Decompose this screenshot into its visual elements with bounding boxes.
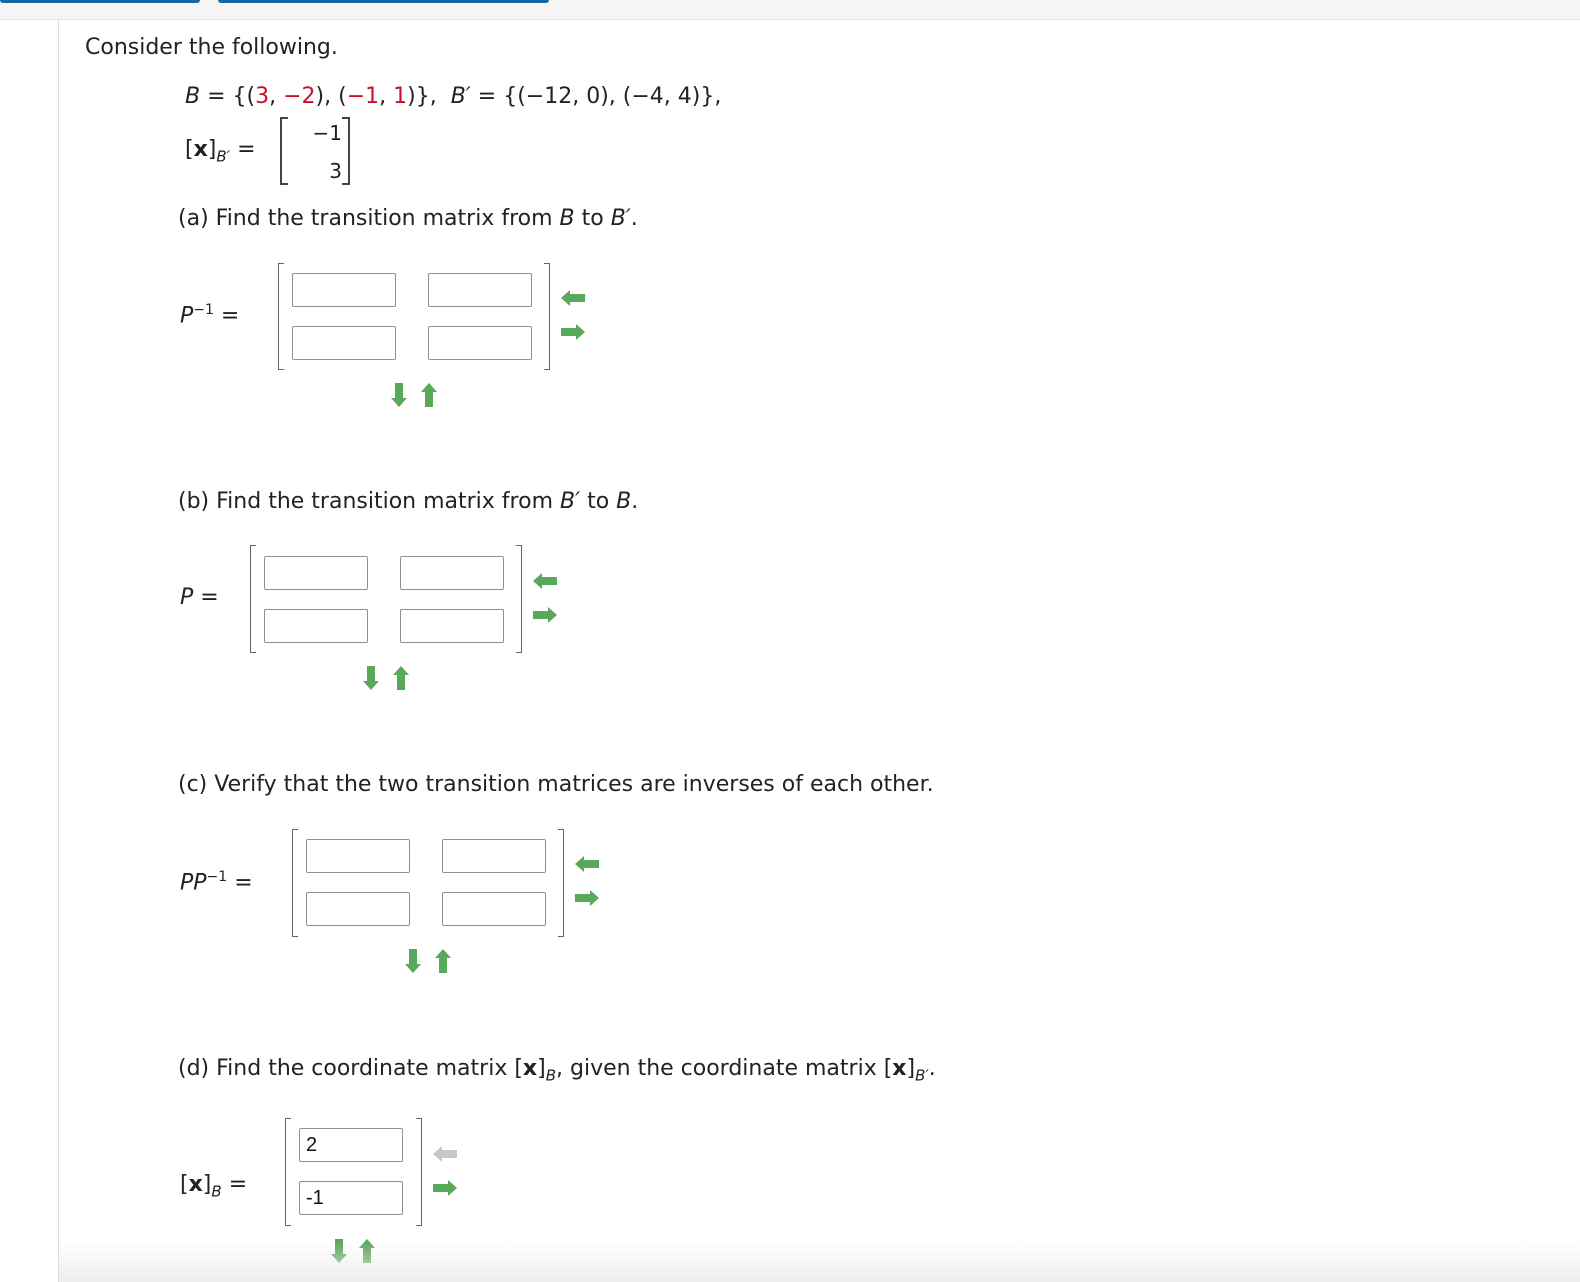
part-b-prompt: (b) Find the transition matrix from B′ to B. <box>178 489 639 514</box>
part-c-cell-r1c1[interactable] <box>306 839 410 873</box>
given-x-label: $[x]_{B'}$ = <box>185 137 256 166</box>
part-b-cell-r1c1[interactable] <box>264 556 368 590</box>
given-x-vector <box>280 117 350 183</box>
part-d-cell-r2[interactable] <box>299 1181 403 1215</box>
part-c-cell-r2c2[interactable] <box>442 892 546 926</box>
part-a-cell-r2c1[interactable] <box>292 326 396 360</box>
top-nav-bar <box>0 0 1580 20</box>
part-a-remove-column-arrow-right-icon[interactable] <box>559 321 587 343</box>
part-b-remove-row-arrow-up-icon[interactable] <box>390 664 412 692</box>
problem-intro: Consider the following. <box>85 35 338 60</box>
part-c-prompt: (c) Verify that the two transition matrices are inverses of each other. <box>178 772 934 797</box>
part-c-add-row-arrow-down-icon[interactable] <box>402 947 424 975</box>
part-a-matrix <box>278 263 550 370</box>
part-a-cell-r2c2[interactable] <box>428 326 532 360</box>
nav-tab-current[interactable] <box>218 0 549 3</box>
given-x-entry-2: 3 <box>329 159 342 183</box>
part-c-add-column-arrow-left-icon[interactable] <box>573 853 601 875</box>
part-b-cell-r1c2[interactable] <box>400 556 504 590</box>
part-b-lhs: P = <box>180 585 219 610</box>
part-c-lhs: $PP^{-1}$ = <box>180 869 253 896</box>
part-d-add-column-arrow-left-icon <box>431 1143 459 1165</box>
content-left-border <box>58 20 59 1282</box>
part-a-remove-row-arrow-up-icon[interactable] <box>418 381 440 409</box>
part-a-prompt: (a) Find the transition matrix from B to B′. <box>178 206 638 231</box>
part-d-lhs: $[x]_B$ = <box>180 1172 248 1201</box>
part-a-cell-r1c1[interactable] <box>292 273 396 307</box>
part-b-add-row-arrow-down-icon[interactable] <box>360 664 382 692</box>
part-d-cell-r1[interactable] <box>299 1128 403 1162</box>
part-b-add-column-arrow-left-icon[interactable] <box>531 570 559 592</box>
part-d-prompt: (d) Find the coordinate matrix $[x]_B$, given the coordinate matrix $[x]_{B'}$. <box>178 1056 936 1085</box>
bottom-shadow <box>59 1242 1580 1282</box>
part-c-matrix <box>292 829 564 937</box>
part-b-cell-r2c2[interactable] <box>400 609 504 643</box>
basis-definitions: B = {(3, −2), (−1, 1)}, B′ = {(−12, 0), (−4, 4)}, <box>185 84 722 109</box>
part-c-cell-r1c2[interactable] <box>442 839 546 873</box>
part-a-cell-r1c2[interactable] <box>428 273 532 307</box>
given-x-entry-1: −1 <box>312 121 342 145</box>
nav-tab-previous[interactable] <box>0 0 200 3</box>
part-c-cell-r2c1[interactable] <box>306 892 410 926</box>
part-a-add-row-arrow-down-icon[interactable] <box>388 381 410 409</box>
part-b-remove-column-arrow-right-icon[interactable] <box>531 604 559 626</box>
part-b-matrix <box>250 545 522 653</box>
part-c-remove-row-arrow-up-icon[interactable] <box>432 947 454 975</box>
part-b-cell-r2c1[interactable] <box>264 609 368 643</box>
part-a-lhs: $P^{-1}$ = <box>180 302 240 329</box>
part-d-matrix <box>285 1118 422 1226</box>
part-d-remove-column-arrow-right-icon[interactable] <box>431 1177 459 1199</box>
part-a-add-column-arrow-left-icon[interactable] <box>559 287 587 309</box>
part-c-remove-column-arrow-right-icon[interactable] <box>573 887 601 909</box>
